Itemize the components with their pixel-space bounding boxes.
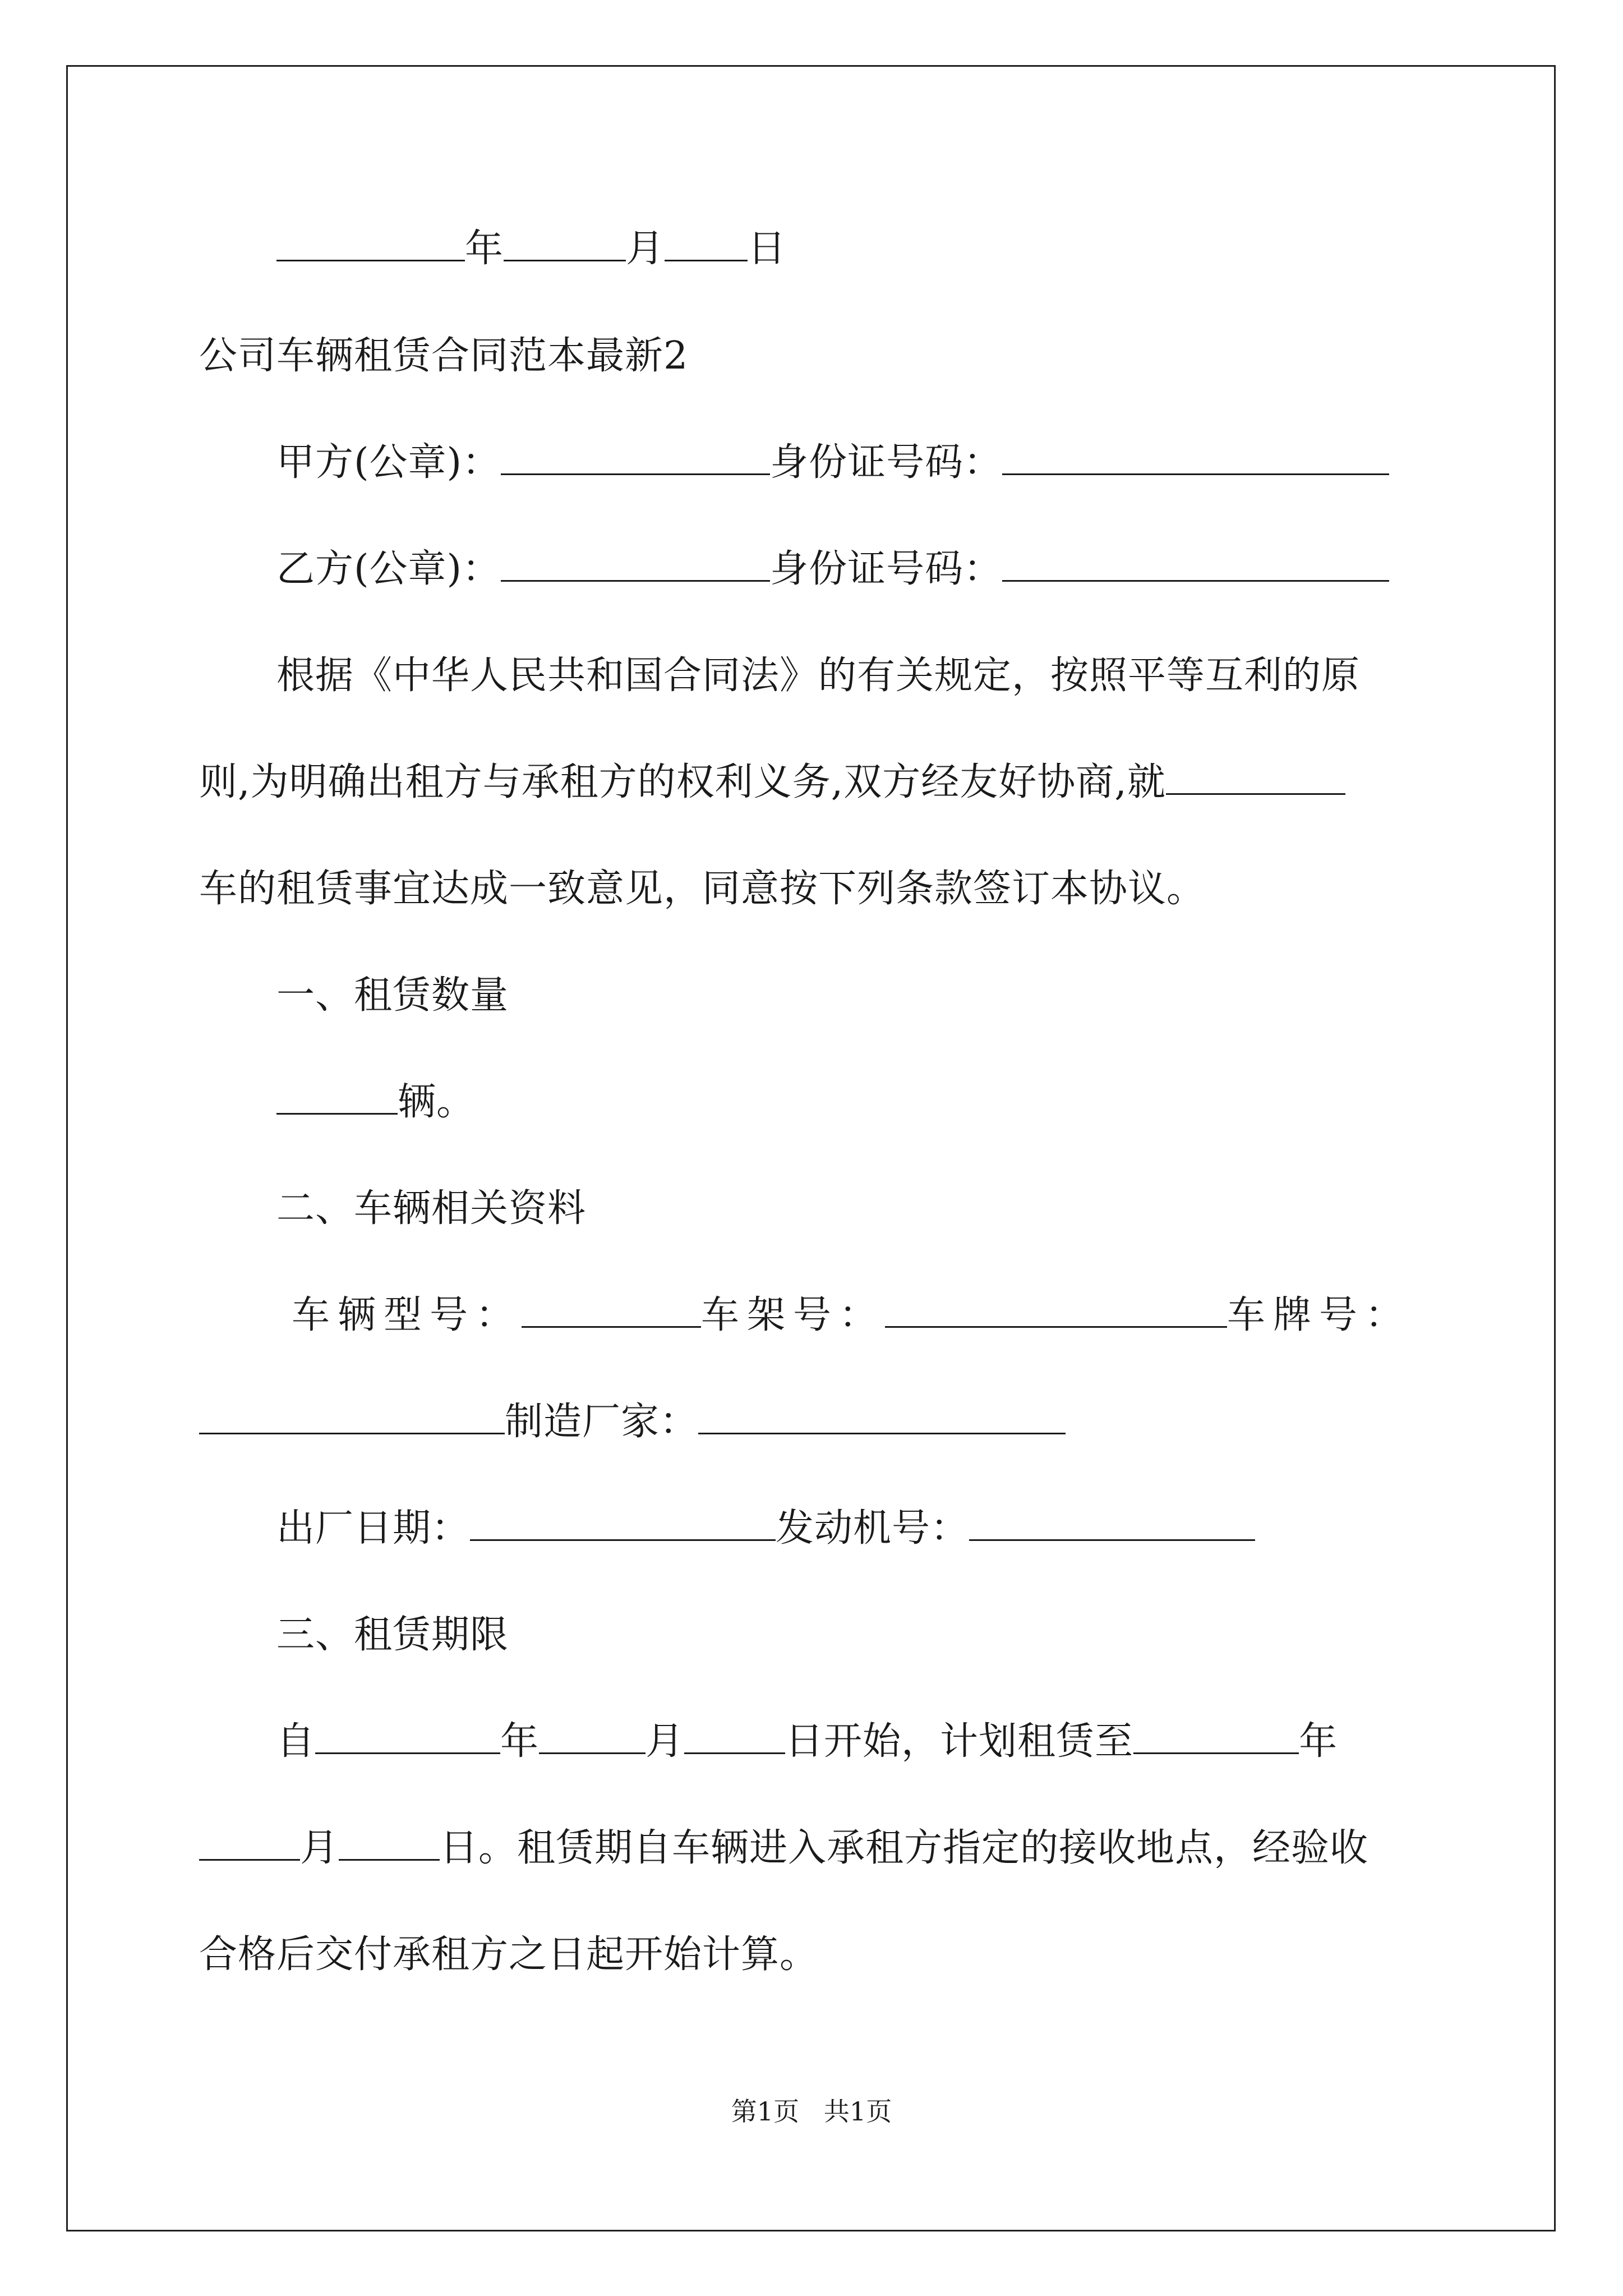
start-day-blank (684, 1722, 785, 1754)
term-line-2 (199, 1826, 1368, 1871)
month-blank (504, 229, 626, 261)
section1-heading: 一、租赁数量 (276, 973, 509, 1018)
quantity-line (276, 1080, 475, 1125)
start-day-label: 日开始，计划租赁至 (785, 1719, 1134, 1764)
frame-blank (885, 1296, 1227, 1328)
term-line-1 (276, 1719, 1338, 1764)
engine-blank (969, 1509, 1255, 1541)
date-line (276, 227, 786, 272)
section2-heading: 二、车辆相关资料 (276, 1186, 587, 1231)
quantity-blank (276, 1083, 398, 1115)
plate-blank (199, 1402, 505, 1434)
party-b-line (276, 547, 1389, 592)
vehicle-blank (1166, 763, 1345, 795)
term-from: 自 (276, 1719, 316, 1764)
day-blank (665, 229, 748, 261)
term-line-2-text: 日。租赁期自车辆进入承租方指定的接收地点，经验收 (440, 1826, 1369, 1870)
page-border (66, 65, 1556, 2231)
start-month-label: 月 (645, 1719, 685, 1764)
month-label: 月 (626, 227, 665, 271)
maker-label: 制造厂家： (505, 1400, 699, 1444)
intro-line-3: 车的租赁事宜达成一致意见，同意按下列条款签订本协议。 (199, 867, 1206, 911)
section3-heading: 三、租赁期限 (276, 1613, 509, 1657)
party-b-id-label: 身份证号码： (770, 547, 1003, 591)
year-label: 年 (465, 227, 504, 271)
model-blank (522, 1296, 701, 1328)
intro-line-2-text: 则,为明确出租方与承租方的权利义务,双方经友好协商,就 (199, 760, 1166, 804)
end-day-blank (339, 1829, 440, 1861)
party-a-blank (501, 443, 770, 475)
intro-line-2 (199, 760, 1345, 805)
party-a-line (276, 440, 1389, 485)
party-a-id-blank (1002, 443, 1389, 475)
party-a-id-label: 身份证号码： (770, 440, 1003, 485)
party-b-id-blank (1002, 550, 1389, 582)
party-b-label: 乙方(公章)： (276, 547, 501, 591)
end-month-label: 月 (300, 1826, 339, 1870)
end-year-label: 年 (1299, 1719, 1338, 1764)
party-b-blank (501, 550, 770, 582)
quantity-unit: 辆。 (398, 1080, 476, 1124)
term-line-3: 合格后交付承租方之日起开始计算。 (199, 1932, 819, 1977)
plate-label: 车牌号： (1227, 1293, 1412, 1337)
day-label: 日 (748, 227, 787, 271)
frame-label: 车架号： (701, 1293, 886, 1337)
engine-label: 发动机号： (776, 1506, 970, 1550)
vehicle-info-line-1 (292, 1293, 1411, 1338)
page-footer: 第1页 共1页 (731, 2096, 892, 2127)
vehicle-info-line-3 (276, 1506, 1255, 1551)
model-label: 车辆型号： (292, 1293, 522, 1337)
party-a-label: 甲方(公章)： (276, 440, 501, 485)
manufacture-date-label: 出厂日期： (276, 1506, 471, 1550)
start-month-blank (539, 1722, 645, 1754)
vehicle-info-line-2 (199, 1400, 1066, 1444)
end-year-blank (1133, 1722, 1299, 1754)
manufacture-date-blank (470, 1509, 776, 1541)
maker-blank (698, 1402, 1066, 1434)
intro-line-1: 根据《中华人民共和国合同法》的有关规定，按照平等互利的原 (276, 654, 1361, 698)
end-month-blank (199, 1829, 300, 1861)
start-year-label: 年 (500, 1719, 540, 1764)
start-year-blank (315, 1722, 500, 1754)
year-blank (276, 229, 465, 261)
document-title: 公司车辆租赁合同范本最新2 (199, 334, 689, 378)
